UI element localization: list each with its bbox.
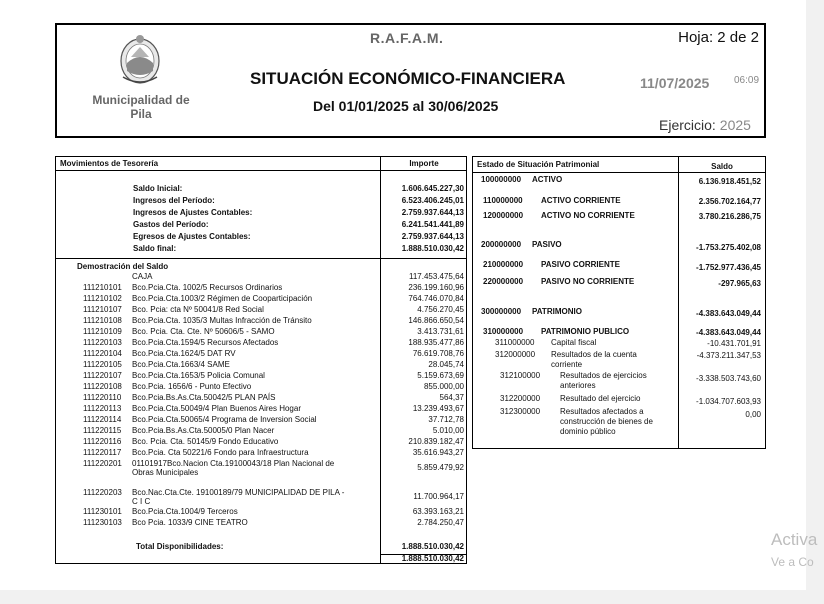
report-header [55, 23, 766, 138]
account-code: 111220104 [83, 349, 122, 358]
balance-table [472, 156, 766, 449]
balance-label: PATRIMONIO [532, 307, 582, 316]
balance-label: ACTIVO CORRIENTE [541, 196, 621, 205]
balance-value: -1.753.275.402,08 [696, 243, 761, 252]
account-name: Bco.Pcia.Cta.50065/4 Programa de Inversion Social [132, 415, 317, 424]
account-value: 3.413.731,61 [417, 327, 464, 336]
balance-label: PASIVO NO CORRIENTE [541, 277, 635, 286]
account-name: Bco.Pcia. 1656/6 - Punto Efectivo [132, 382, 252, 391]
col-header-state: Estado de Situación Patrimonial [477, 160, 600, 169]
balance-code: 312300000 [500, 407, 541, 416]
balance-value: 6.136.918.451,52 [698, 177, 761, 186]
balance-value: -1.752.977.436,45 [696, 263, 761, 272]
account-name: Bco.Pcia.Cta.1663/4 SAME [132, 360, 230, 369]
account-name: Bco.Pcia.Cta.1594/5 Recursos Afectados [132, 338, 279, 347]
balance-label: PATRIMONIO PUBLICO [541, 327, 630, 336]
account-name: Bco. Pcia. Cta. Cte. Nº 50606/5 - SAMO [132, 327, 275, 336]
account-code: 111210109 [83, 327, 122, 336]
total-label: Total Disponibilidades: [136, 542, 224, 551]
col-header-movements: Movimientos de Tesorería [60, 159, 159, 168]
account-code: 111220108 [83, 382, 122, 391]
account-name: Bco.Pcia.Cta.1004/9 Terceros [132, 507, 238, 516]
account-value: 117.453.475,64 [408, 272, 464, 281]
account-value: 188.935.477,86 [408, 338, 464, 347]
account-code: 111220203 [83, 488, 122, 497]
account-code: 111230101 [83, 507, 122, 516]
system-name: R.A.F.A.M. [370, 30, 444, 46]
balance-label: Resultados de la cuenta [551, 350, 637, 359]
col-header-balance: Saldo [711, 162, 733, 171]
account-name: Bco.Pcia.Cta. 1035/3 Multas Infracción de Tránsito [132, 316, 312, 325]
exercise-value: 2025 [719, 117, 751, 133]
account-value: 146.866.650,54 [408, 316, 464, 325]
account-name: Bco.Pcia.Cta. 1002/5 Recursos Ordinarios [132, 283, 283, 292]
account-code: 111220110 [83, 393, 122, 402]
balance-label: ACTIVO [532, 175, 563, 184]
summary-label: Egresos de Ajustes Contables: [133, 232, 251, 241]
municipal-seal-icon [117, 33, 163, 85]
summary-value: 1.888.510.030,42 [401, 244, 464, 253]
account-code: 111220114 [83, 415, 122, 424]
summary-label: Saldo Inicial: [133, 184, 183, 193]
balance-code: 310000000 [483, 327, 524, 336]
balance-label: Resultado del ejercicio [560, 394, 641, 403]
balance-value: -297.965,63 [718, 279, 761, 288]
account-name: Bco.Pcia.Cta.50049/4 Plan Buenos Aires Hogar [132, 404, 301, 413]
account-value: 5.859.479,92 [417, 463, 464, 472]
balance-label-continued: construcción de bienes de [560, 417, 653, 426]
page-bottom-margin [0, 590, 806, 604]
summary-label: Ingresos de Ajustes Contables: [133, 208, 253, 217]
balance-code: 200000000 [481, 240, 522, 249]
summary-label: Saldo final: [133, 244, 177, 253]
account-name: 01101917Bco.Nacion Cta.19100043/18 Plan Nacional de [132, 459, 335, 468]
summary-divider [56, 258, 466, 259]
account-name: CAJA [132, 272, 153, 281]
activation-watermark-line-1: Activa [771, 530, 818, 549]
balance-value: -4.383.643.049,44 [696, 328, 761, 337]
account-code: 111210107 [83, 305, 122, 314]
balance-table-header [473, 157, 765, 173]
balance-value: -4.373.211.347,53 [696, 351, 761, 360]
viewer-side-strip [806, 0, 824, 604]
balance-value: 0,00 [745, 410, 761, 419]
report-period: Del 01/01/2025 al 30/06/2025 [313, 98, 499, 114]
account-code: 111220201 [83, 459, 122, 468]
account-value: 4.756.270,45 [417, 305, 464, 314]
account-value: 564,37 [439, 393, 464, 402]
account-code: 111210101 [83, 283, 122, 292]
balance-value: -4.383.643.049,44 [696, 309, 761, 318]
balance-code: 300000000 [481, 307, 522, 316]
exercise-year [659, 117, 751, 133]
account-name: Bco.Pcia.Bs.As.Cta.50042/5 PLAN PAÍS [132, 393, 276, 402]
balance-code: 210000000 [483, 260, 524, 269]
account-code: 111220103 [83, 338, 122, 347]
balance-code: 120000000 [483, 211, 524, 220]
account-name: Bco Pcia. 1033/9 CINE TEATRO [132, 518, 248, 527]
balance-code: 312100000 [500, 371, 541, 380]
balance-label: PASIVO CORRIENTE [541, 260, 620, 269]
treasury-table [55, 156, 467, 564]
balance-label: PASIVO [532, 240, 562, 249]
report-date: 11/07/2025 [640, 75, 710, 91]
account-code: 111210108 [83, 316, 122, 325]
summary-value: 2.759.937.644,13 [401, 232, 464, 241]
total-value: 1.888.510.030,42 [401, 542, 464, 551]
exercise-label: Ejercicio: [659, 117, 716, 133]
account-value: 764.746.070,84 [408, 294, 464, 303]
balance-label-continued: anteriores [560, 381, 596, 390]
balance-code: 312200000 [500, 394, 541, 403]
balance-label: ACTIVO NO CORRIENTE [541, 211, 635, 220]
account-name: Bco.Pcia.Cta.1653/5 Policia Comunal [132, 371, 265, 380]
balance-label: Capital fiscal [551, 338, 597, 347]
account-value: 13.239.493,67 [412, 404, 464, 413]
balance-code: 100000000 [481, 175, 522, 184]
account-name: Bco. Pcia. Cta. 50145/9 Fondo Educativo [132, 437, 279, 446]
account-code: 111220115 [83, 426, 122, 435]
account-name: Bco. Pcia: cta Nº 50041/8 Red Social [132, 305, 264, 314]
balance-value: -3.338.503.743,60 [696, 374, 761, 383]
summary-value: 6.241.541.441,89 [401, 220, 464, 229]
account-value: 11.700.964,17 [413, 492, 464, 501]
balance-value: 2.356.702.164,77 [698, 197, 761, 206]
page-title: SITUACIÓN ECONÓMICO-FINANCIERA [250, 69, 566, 88]
account-value: 76.619.708,76 [412, 349, 464, 358]
account-value: 35.616.943,27 [412, 448, 464, 457]
account-name: Bco.Nac.Cta.Cte. 19100189/79 MUNICIPALIDAD DE PILA - [132, 488, 345, 497]
account-name: Bco.Pcia.Bs.As.Cta.50005/0 Plan Nacer [132, 426, 275, 435]
account-value: 210.839.182,47 [408, 437, 464, 446]
account-code: 111220107 [83, 371, 122, 380]
amount-column-divider [380, 157, 381, 563]
account-name-continued: C I C [132, 497, 151, 506]
account-code: 111230103 [83, 518, 122, 527]
account-value: 28.045,74 [428, 360, 464, 369]
summary-label: Gastos del Período: [133, 220, 209, 229]
summary-value: 2.759.937.644,13 [401, 208, 464, 217]
account-name-continued: Obras Municipales [132, 468, 199, 477]
account-code: 111220105 [83, 360, 122, 369]
report-time: 06:09 [734, 75, 760, 86]
demo-title: Demostración del Saldo [77, 262, 169, 271]
balance-label-continued: corriente [551, 360, 583, 369]
total-value-repeat: 1.888.510.030,42 [401, 554, 464, 563]
balance-code: 220000000 [483, 277, 524, 286]
balance-label: Resultados de ejercicios [560, 371, 647, 380]
account-code: 111210102 [83, 294, 122, 303]
account-value: 5.010,00 [432, 426, 464, 435]
account-name: Bco.Pcia.Cta.1624/5 DAT RV [132, 349, 236, 358]
balance-value: -10.431.701,91 [707, 339, 761, 348]
summary-value: 1.606.645.227,30 [401, 184, 464, 193]
account-value: 855.000,00 [423, 382, 464, 391]
account-value: 2.784.250,47 [417, 518, 464, 527]
summary-label: Ingresos del Período: [133, 196, 215, 205]
col-header-amount: Importe [409, 159, 439, 168]
account-name: Bco.Pcia.Cta.1003/2 Régimen de Cooparticipación [132, 294, 313, 303]
balance-label: Resultados afectados a [560, 407, 644, 416]
balance-code: 311000000 [495, 338, 535, 347]
summary-value: 6.523.406.245,01 [401, 196, 464, 205]
account-code: 111220116 [83, 437, 122, 446]
municipality-line-2: Pila [130, 107, 152, 121]
balance-value: -1.034.707.603,93 [696, 397, 761, 406]
municipality-line-1: Municipalidad de [92, 93, 190, 107]
account-value: 5.159.673,69 [417, 371, 464, 380]
municipality-name [79, 93, 203, 121]
page-indicator: Hoja: 2 de 2 [678, 29, 759, 46]
account-name: Bco.Pcia. Cta 50221/6 Fondo para Infraestructura [132, 448, 309, 457]
account-code: 111220117 [83, 448, 122, 457]
balance-code: 110000000 [483, 196, 523, 205]
balance-label-continued: dominio público [560, 427, 616, 436]
treasury-table-header [56, 157, 466, 171]
balance-code: 312000000 [495, 350, 536, 359]
activation-watermark-line-2: Ve a Co [771, 555, 814, 569]
account-value: 63.393.163,21 [412, 507, 464, 516]
account-value: 236.199.160,96 [408, 283, 464, 292]
balance-value: 3.780.216.286,75 [698, 212, 761, 221]
account-code: 111220113 [83, 404, 122, 413]
account-value: 37.712,78 [428, 415, 464, 424]
